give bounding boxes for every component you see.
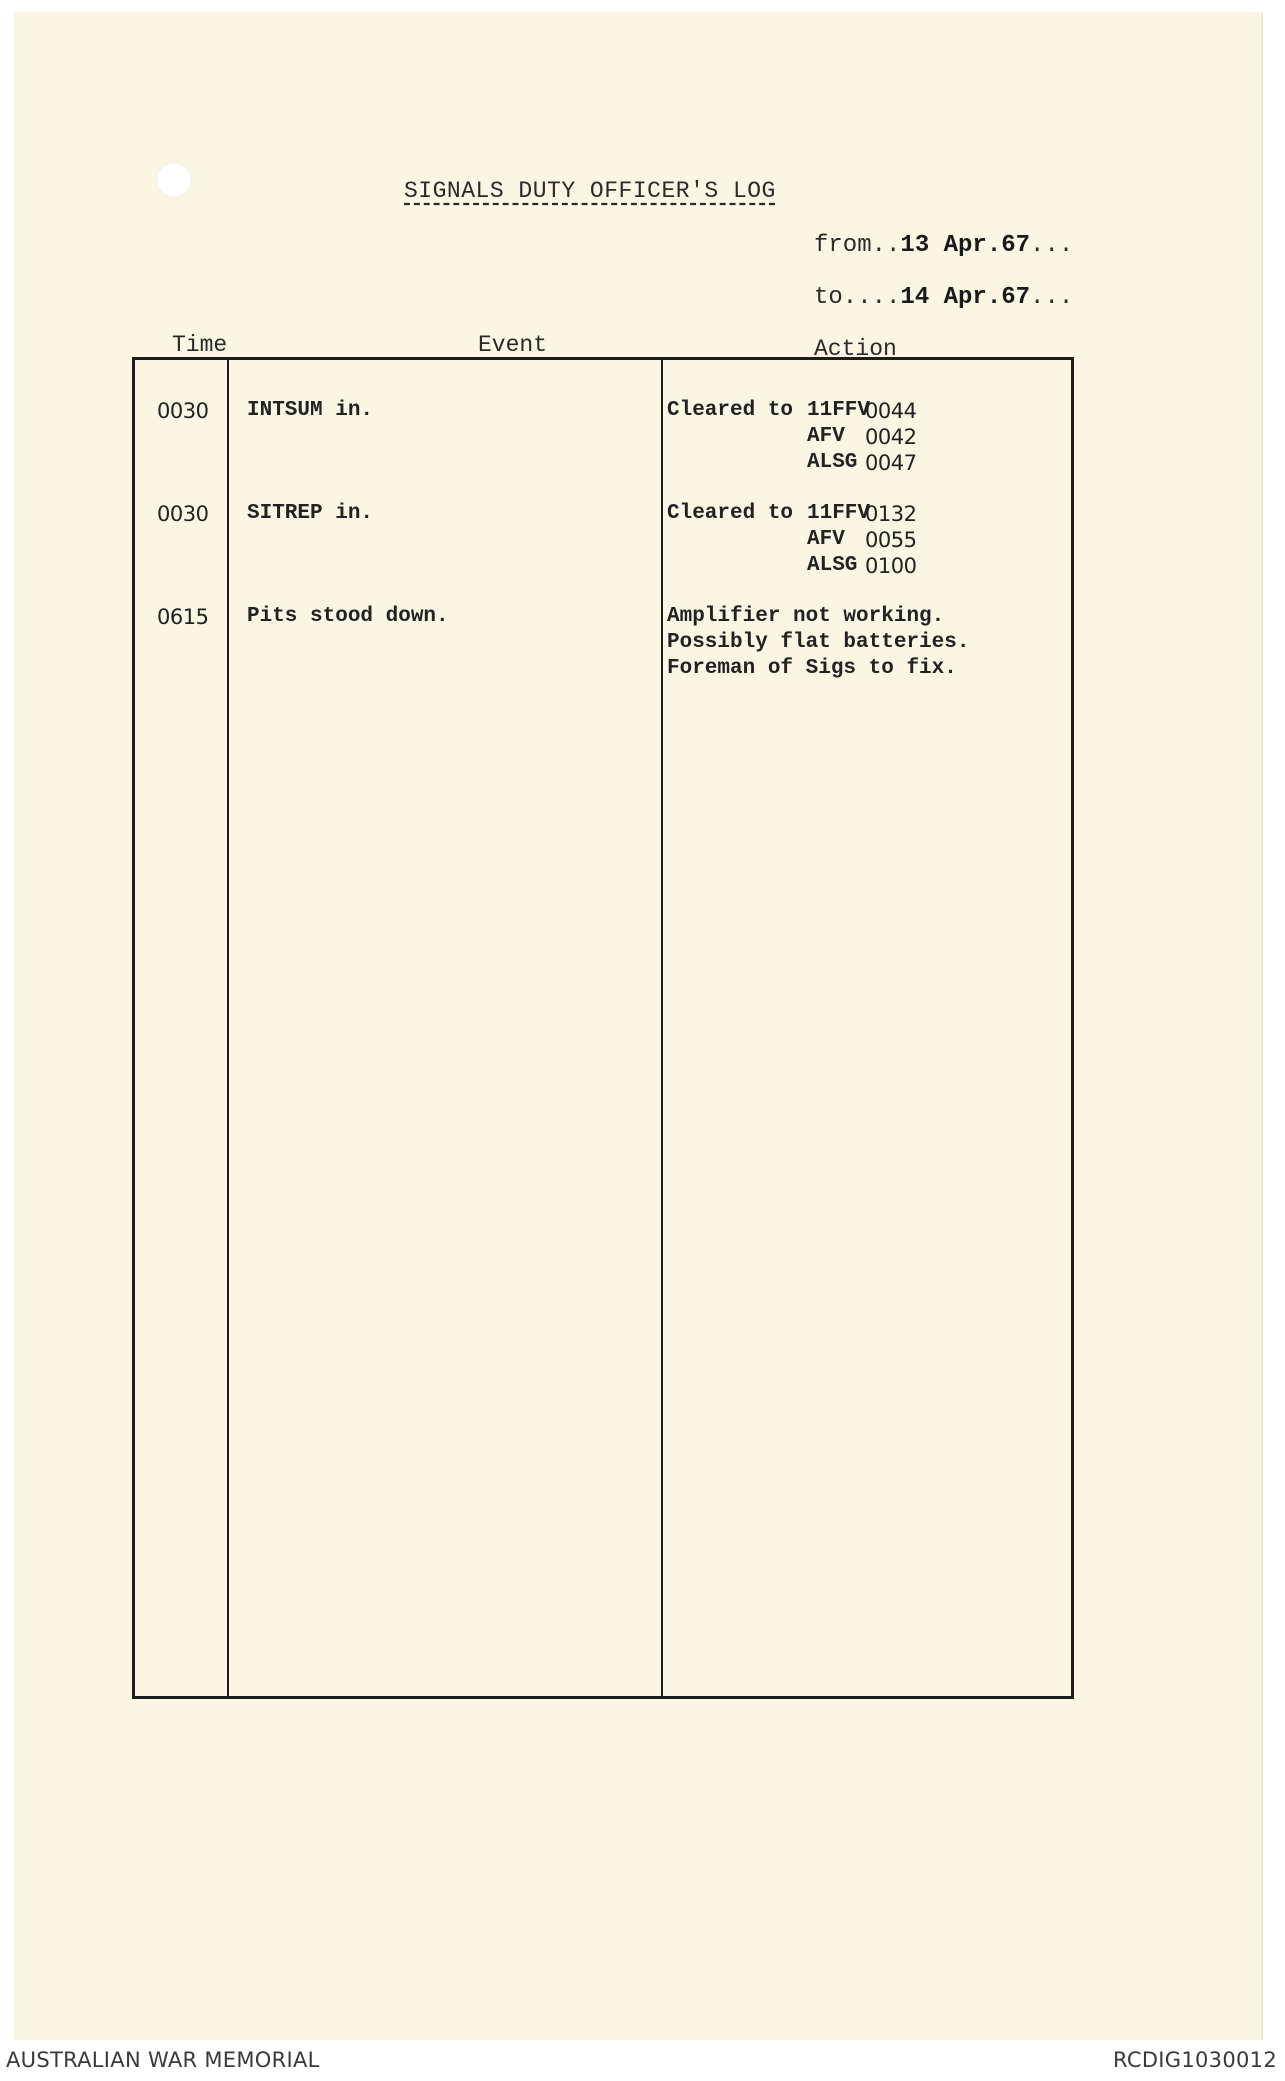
cleared-unit: 11FFV: [807, 502, 871, 525]
from-label: from..: [814, 232, 901, 259]
cleared-time: 0055: [865, 528, 917, 552]
column-header-action: Action: [814, 336, 897, 362]
from-date-line: [814, 232, 1073, 259]
cleared-unit: ALSG: [807, 554, 858, 577]
cleared-unit: 11FFV: [807, 399, 871, 422]
action-line: Foreman of Sigs to fix.: [667, 657, 957, 680]
column-header-event: Event: [478, 332, 548, 358]
cleared-time: 0042: [865, 425, 917, 449]
document-title: SIGNALS DUTY OFFICER'S LOG: [404, 178, 776, 204]
cleared-time: 0132: [865, 502, 917, 526]
from-suffix: ...: [1030, 232, 1074, 259]
entry-time: 0030: [157, 502, 209, 526]
entry-action: [667, 604, 1067, 682]
to-date-value: 14 Apr.67: [900, 284, 1031, 311]
cleared-unit: AFV: [807, 528, 845, 551]
cleared-time: 0044: [865, 399, 917, 423]
footer-source-label: AUSTRALIAN WAR MEMORIAL: [6, 2048, 320, 2072]
column-divider-event: [661, 360, 663, 1696]
entry-time: 0030: [157, 399, 209, 423]
entry-action: [667, 398, 1067, 476]
entry-event: SITREP in.: [247, 502, 374, 525]
column-header-time: Time: [172, 332, 228, 358]
from-date-value: 13 Apr.67: [900, 232, 1031, 259]
entry-event: Pits stood down.: [247, 605, 449, 628]
cleared-unit: ALSG: [807, 451, 858, 474]
punch-hole: [156, 162, 192, 198]
document-page: [14, 12, 1263, 2040]
action-prefix: Cleared to: [667, 502, 794, 525]
action-line: Possibly flat batteries.: [667, 631, 970, 654]
to-label: to....: [814, 284, 901, 311]
cleared-time: 0047: [865, 451, 917, 475]
column-divider-time: [227, 360, 229, 1696]
footer-record-id: RCDIG1030012: [1113, 2048, 1277, 2072]
entry-action: [667, 501, 1067, 579]
entry-event: INTSUM in.: [247, 399, 374, 422]
to-date-line: [814, 284, 1073, 311]
log-table: [132, 357, 1074, 1699]
entry-time: 0615: [157, 605, 209, 629]
cleared-unit: AFV: [807, 425, 845, 448]
action-line: Amplifier not working.: [667, 605, 945, 628]
cleared-time: 0100: [865, 554, 917, 578]
action-prefix: Cleared to: [667, 399, 794, 422]
to-suffix: ...: [1030, 284, 1074, 311]
